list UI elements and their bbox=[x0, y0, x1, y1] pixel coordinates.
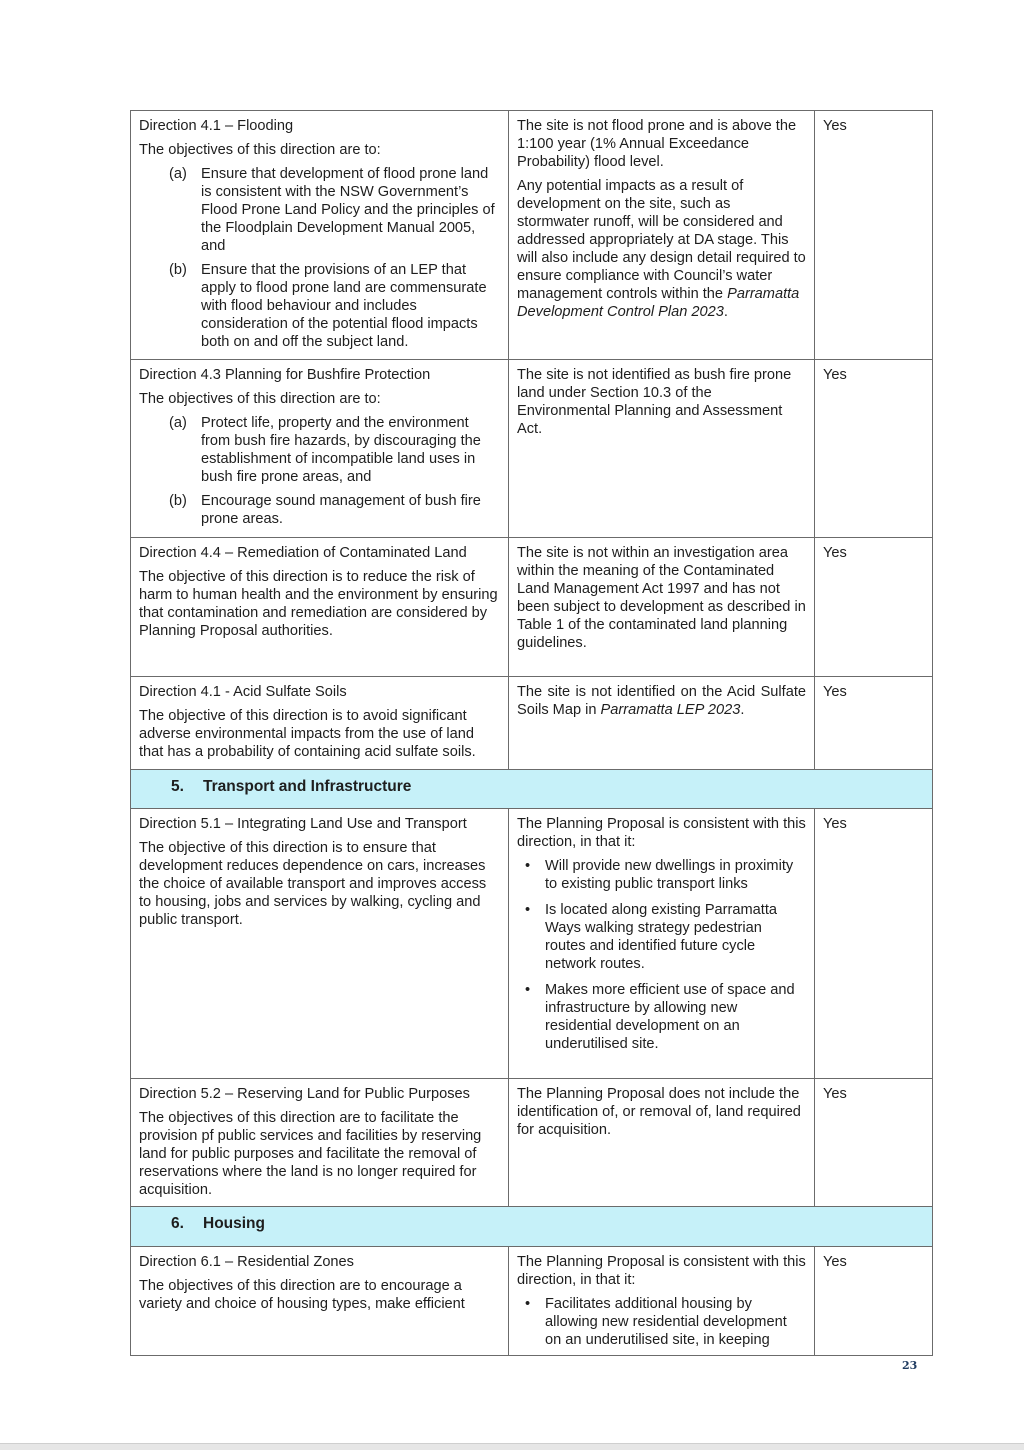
section-header: 6. Housing bbox=[131, 1207, 933, 1247]
objective-text: The objectives of this direction are to encourage a variety and choice of housing types, make efficient bbox=[139, 1278, 465, 1312]
direction-cell bbox=[131, 1247, 509, 1356]
direction-title: Direction 4.4 – Remediation of Contaminated Land bbox=[139, 545, 467, 561]
section-header: 5. Transport and Infrastructure bbox=[131, 770, 933, 809]
table-row bbox=[131, 1247, 933, 1356]
direction-cell bbox=[131, 809, 509, 1079]
response-text: The Planning Proposal is consistent with this direction, in that it: bbox=[517, 816, 806, 850]
response-cell: The site is not identified as bush fire prone land under Section 10.3 of the Environmental Planning and Assessment Act. bbox=[509, 360, 815, 538]
objectives-intro: The objectives of this direction are to: bbox=[139, 391, 381, 407]
objectives-list bbox=[139, 165, 500, 351]
table-row bbox=[131, 1079, 933, 1207]
direction-title: Direction 4.1 – Flooding bbox=[139, 118, 294, 134]
direction-title: Direction 6.1 – Residential Zones bbox=[139, 1254, 354, 1270]
list-item: • Is located along existing Parramatta Ways walking strategy pedestrian routes and identified future cycle network routes. bbox=[525, 902, 778, 972]
direction-title: Direction 4.1 - Acid Sulfate Soils bbox=[139, 684, 347, 700]
objectives-list bbox=[139, 414, 500, 528]
direction-cell bbox=[131, 111, 509, 360]
objective-text: The objective of this direction is to avoid significant adverse environmental impacts from the use of land that has a probability of containing acid sulfate soils. bbox=[139, 708, 476, 760]
consistent-cell: Yes bbox=[815, 538, 933, 677]
response-cell bbox=[509, 809, 815, 1079]
objective-text: The objective of this direction is to reduce the risk of harm to human health and the environment by ensuring that contamination and remediation are considered by Planning Proposal authorities. bbox=[139, 569, 498, 639]
page-number: 23 bbox=[902, 1359, 918, 1372]
objective-text: The objective of this direction is to ensure that development reduces dependence on cars, increases the choice of available transport and improves access to housing, jobs and services by walking, cycling and public transport. bbox=[139, 840, 487, 928]
consistent-cell: Yes bbox=[815, 1247, 933, 1356]
objective-text: The objectives of this direction are to facilitate the provision pf public services and facilities by reserving land for public purposes and facilitate the removal of reservations where the land is no longer required for acquisition. bbox=[139, 1110, 482, 1198]
list-item: • Will provide new dwellings in proximity to existing public transport links bbox=[525, 858, 794, 892]
direction-title: Direction 5.1 – Integrating Land Use and Transport bbox=[139, 816, 467, 832]
consistent-cell: Yes bbox=[815, 1079, 933, 1207]
response-text: The Planning Proposal is consistent with this direction, in that it: bbox=[517, 1254, 806, 1288]
table-row bbox=[131, 809, 933, 1079]
table-row bbox=[131, 677, 933, 770]
response-bullets bbox=[517, 1295, 806, 1349]
direction-title: Direction 5.2 – Reserving Land for Public Purposes bbox=[139, 1086, 470, 1102]
direction-title: Direction 4.3 Planning for Bushfire Protection bbox=[139, 367, 431, 383]
list-item: (a) Ensure that development of flood prone land is consistent with the NSW Government’s Flood Prone Land Policy and the principles of the Floodplain Development Manual 2005, and bbox=[169, 166, 495, 254]
list-item: (b) Ensure that the provisions of an LEP that apply to flood prone land are commensurate with flood behaviour and includes consideration of the potential flood impacts both on and off the subject land. bbox=[169, 262, 487, 350]
section-title: Housing bbox=[203, 1215, 265, 1232]
consistent-cell: Yes bbox=[815, 809, 933, 1079]
response-cell: The site is not within an investigation area within the meaning of the Contaminated Land Management Act 1997 and has not been subject to development as described in Table 1 of the contaminated land planning guidelines. bbox=[509, 538, 815, 677]
direction-cell bbox=[131, 677, 509, 770]
response-cell: The site is not identified on the Acid Sulfate Soils Map in Parramatta LEP 2023. bbox=[509, 677, 815, 770]
consistent-cell: Yes bbox=[815, 677, 933, 770]
section-title: Transport and Infrastructure bbox=[203, 778, 412, 795]
consistent-cell: Yes bbox=[815, 360, 933, 538]
consistent-cell: Yes bbox=[815, 111, 933, 360]
response-cell bbox=[509, 111, 815, 360]
response-cell: The Planning Proposal does not include the identification of, or removal of, land required for acquisition. bbox=[509, 1079, 815, 1207]
response-cell bbox=[509, 1247, 815, 1356]
direction-cell bbox=[131, 538, 509, 677]
table-row bbox=[131, 360, 933, 538]
table-row bbox=[131, 111, 933, 360]
response-bullets bbox=[517, 857, 806, 1053]
table-row bbox=[131, 538, 933, 677]
list-item: • Facilitates additional housing by allowing new residential development on an underutilised site, in keeping bbox=[525, 1296, 787, 1348]
direction-cell bbox=[131, 1079, 509, 1207]
consistency-table bbox=[130, 110, 933, 1356]
response-text: The site is not flood prone and is above the 1:100 year (1% Annual Exceedance Probability) flood level. bbox=[517, 118, 797, 170]
objectives-intro: The objectives of this direction are to: bbox=[139, 142, 381, 158]
list-item: (b) Encourage sound management of bush fire prone areas. bbox=[169, 493, 481, 527]
direction-cell bbox=[131, 360, 509, 538]
list-item: (a) Protect life, property and the environment from bush fire hazards, by discouraging the establishment of incompatible land uses in bush fire prone areas, and bbox=[169, 415, 481, 485]
response-text: Any potential impacts as a result of development on the site, such as stormwater runoff, will be considered and addressed appropriately at DA stage. This will also include any design detail required to ensure compliance with Council’s water management controls within the Parramatta Development Control Plan 2023. bbox=[517, 178, 806, 320]
list-item: • Makes more efficient use of space and infrastructure by allowing new residential development on an underutilised site. bbox=[525, 982, 795, 1052]
